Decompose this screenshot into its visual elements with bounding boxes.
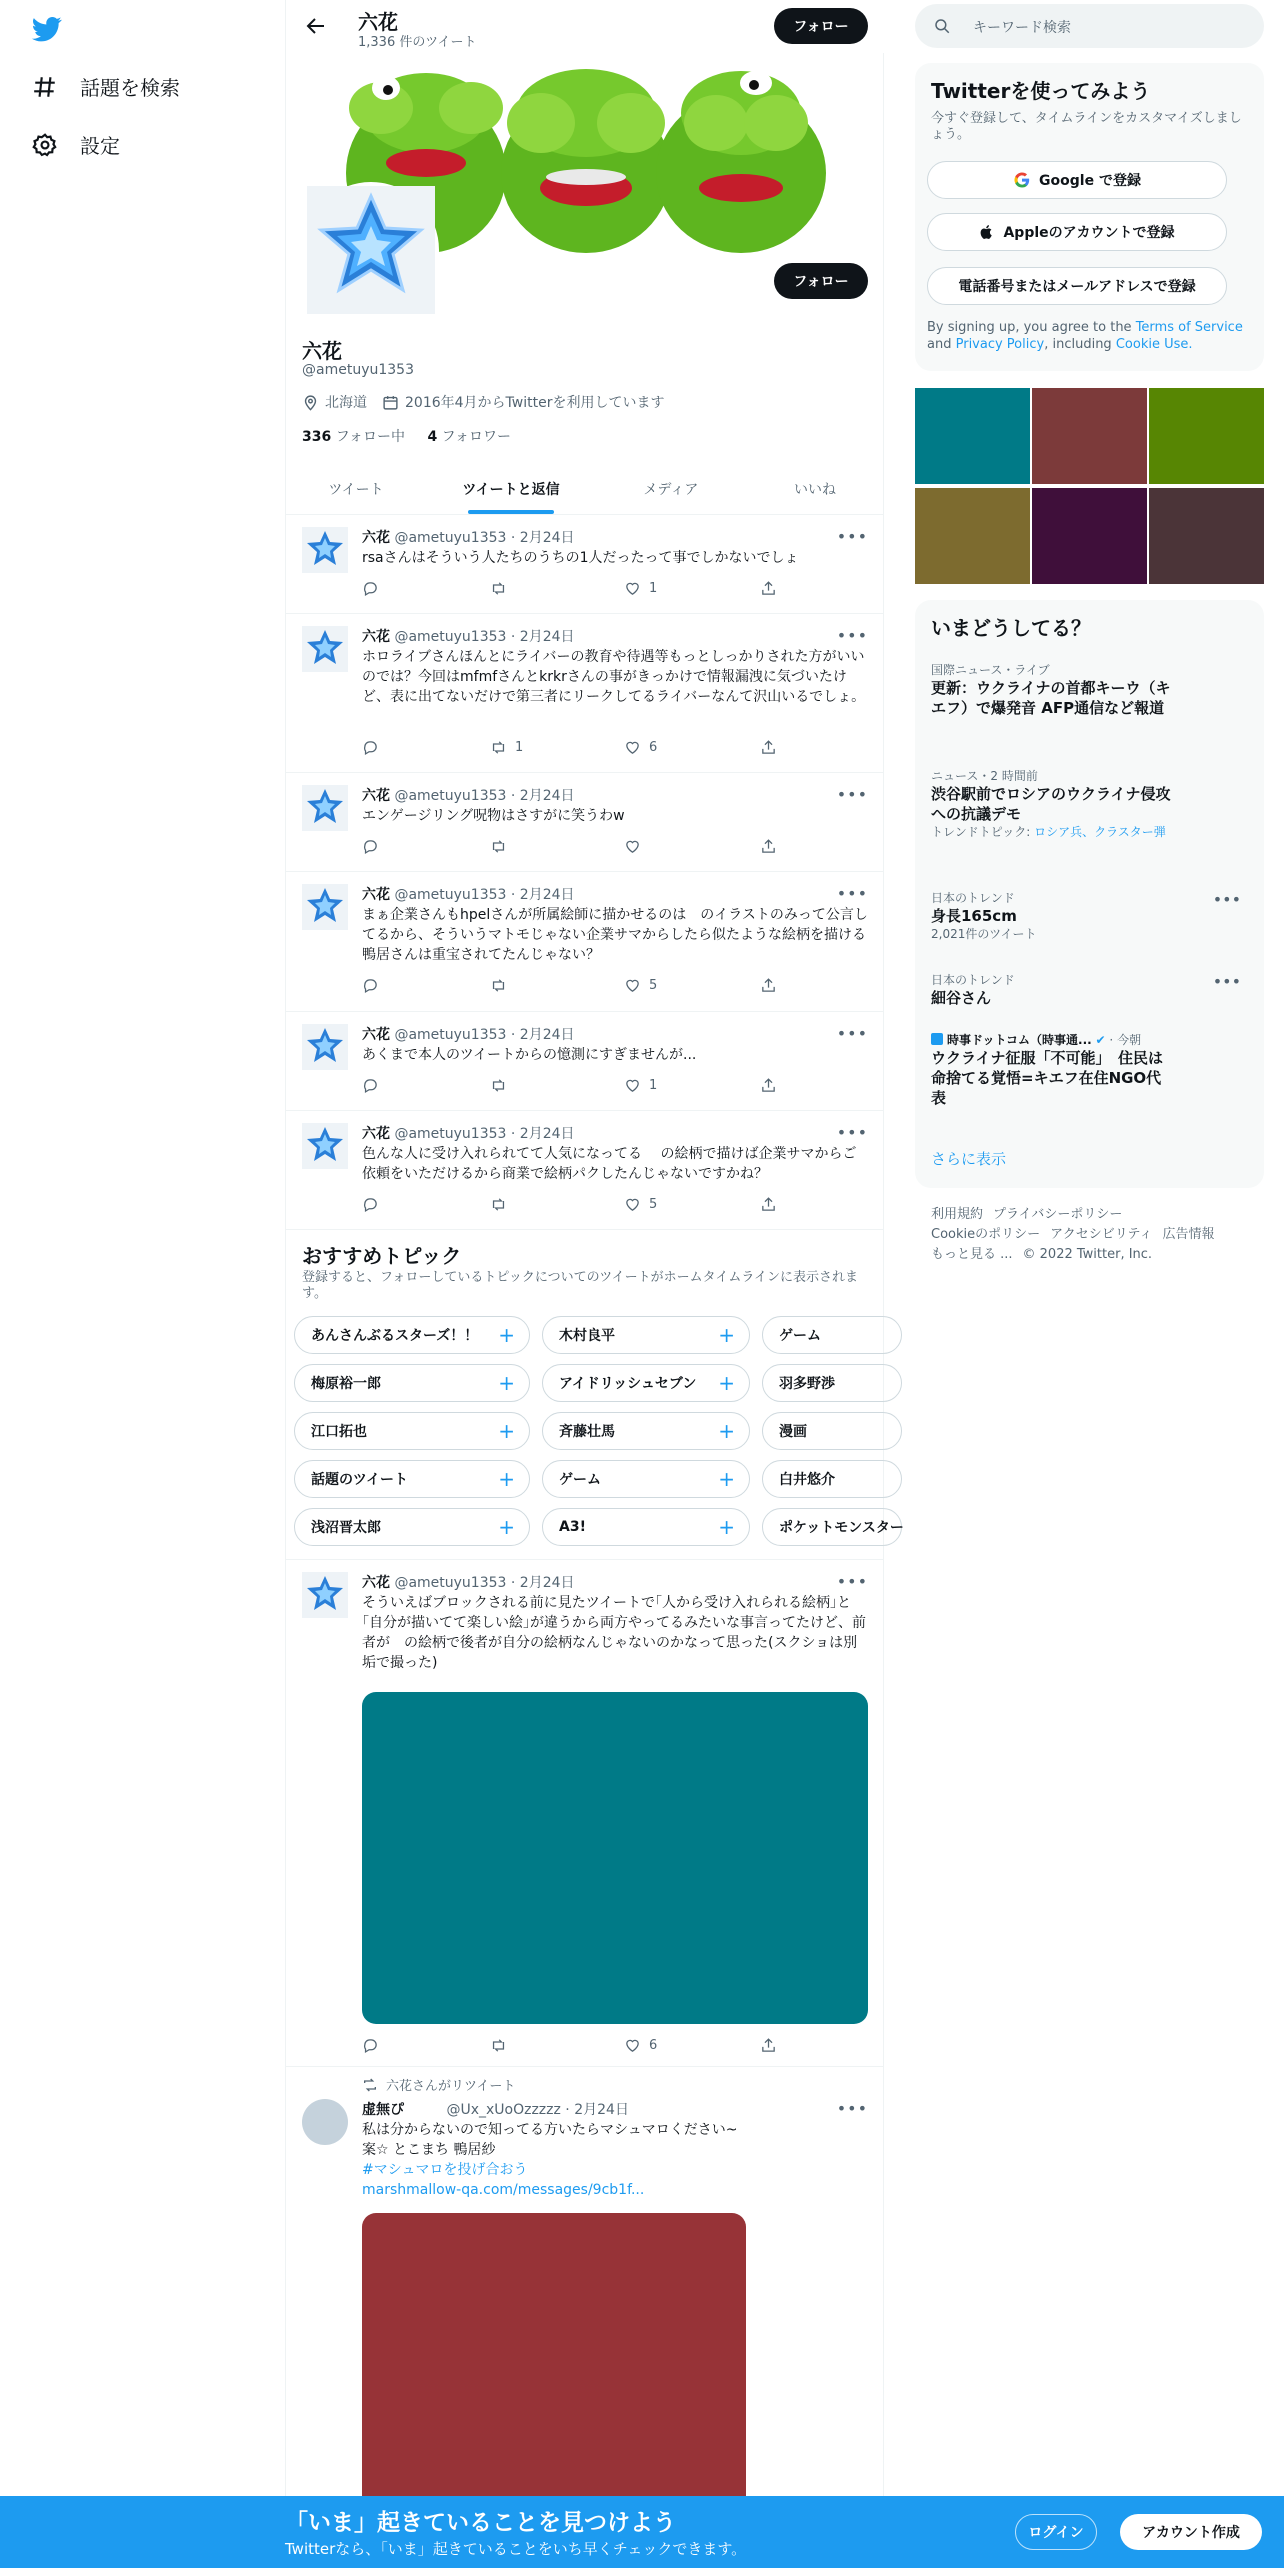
tweet-text: そういえばブロックされる前に見たツイートで｢人から受け入れられる絵柄｣と｢自分が描いてて楽しい絵｣が違うから両方やってるみたいな事言ってたけど、前者が の絵柄で後者が自分の絵柄なんじゃないのかなって思った(スクショは別垢で撮った) (362, 1595, 866, 1671)
tweet-text: まぁ企業さんもhpelさんが所属絵師に描かせるのは のイラストのみって公言してるから、そういうマトモじゃない企業サマからしたら似たような絵柄を描ける鴨居さんは重宝されてたんじゃない？ (362, 907, 868, 963)
topic-chip-label: 木村良平 (559, 1328, 615, 1344)
trend-meta: ニュース・2 時間前 (931, 769, 1038, 783)
tweet-avatar[interactable] (302, 785, 348, 831)
topics-title: おすすめトピック (302, 1244, 462, 1268)
more-options-icon[interactable]: ••• (836, 1024, 868, 1043)
topic-chip[interactable] (762, 1412, 902, 1450)
tweet-actions (362, 2037, 792, 2057)
cookie-link[interactable]: Cookie Use. (1115, 337, 1193, 352)
footer-link[interactable]: アクセシビリティ (1050, 1227, 1153, 1242)
share-icon (760, 1196, 777, 1213)
topic-chip-label: あんさんぶるスターズ！！ (311, 1328, 479, 1344)
legal-including: , including (1044, 337, 1112, 352)
nav-settings[interactable] (32, 130, 120, 159)
plus-icon[interactable]: + (718, 1467, 735, 1491)
retweet-label (362, 2075, 515, 2094)
retweet-url[interactable]: marshmallow-qa.com/messages/9cb1f... (362, 2182, 645, 2198)
footer-link: © 2022 Twitter, Inc. (1022, 1247, 1153, 1262)
apple-signup-button[interactable] (927, 213, 1227, 251)
tweet-author-name[interactable]: 六花 (362, 1126, 390, 1142)
plus-icon[interactable]: + (498, 1467, 515, 1491)
retweet-button[interactable] (490, 1196, 515, 1213)
tweet[interactable] (286, 872, 884, 1012)
retweet-meta: 虚無ぴ @Ux_xUoOzzzzz · 2月24日 (362, 2102, 629, 2118)
like-icon (624, 1077, 641, 1094)
tweet-author-handle[interactable]: @ametuyu1353 (394, 887, 507, 903)
gear-icon (32, 132, 58, 158)
retweet-icon (490, 1077, 507, 1094)
retweet-icon (362, 2077, 378, 2093)
tweet-author-handle[interactable]: @ametuyu1353 (394, 1126, 507, 1142)
like-button[interactable] (624, 739, 657, 756)
reply-icon (362, 580, 379, 597)
verified-badge-icon: ✔ (1095, 1033, 1106, 1047)
tweet-text: ホロライブさんほんとにライバーの教育や待遇等もっとしっかりされた方がいいのでは？今回はmfmfさんとkrkrさんの事がきっかけで情報漏洩に気づいたけど、表に出てないだけで第三者にリークしてるライバーなんて沢山いるでしょ。 (362, 649, 866, 705)
terms-link[interactable]: Terms of Service (1135, 320, 1243, 335)
tweet-actions (362, 1077, 792, 1097)
trend-item[interactable] (931, 890, 1241, 942)
plus-icon[interactable]: + (498, 1515, 515, 1539)
tweet-date[interactable]: 2月24日 (519, 887, 575, 903)
trend-title: 渋谷駅前でロシアのウクライナ侵攻への抗議デモ (931, 785, 1171, 823)
hash-icon (32, 74, 58, 100)
retweeted-tweet[interactable] (286, 2067, 884, 2507)
reply-icon (362, 977, 379, 994)
apple-icon (979, 223, 995, 241)
topic-chip-label: 羽多野渉 (779, 1376, 835, 1392)
tab-tweets-and-replies[interactable]: ツイートと返信 (462, 481, 560, 498)
profile-name: 六花 (302, 339, 342, 363)
share-icon (760, 1077, 777, 1094)
signup-legal-text (927, 319, 1247, 353)
like-button[interactable] (624, 1077, 657, 1094)
topic-chip-label: 斉藤壮馬 (559, 1424, 615, 1440)
phone-email-signup-button[interactable]: 電話番号またはメールアドレスで登録 (927, 267, 1227, 305)
reply-button[interactable] (362, 739, 379, 756)
like-button[interactable] (624, 838, 649, 855)
profile-handle: @ametuyu1353 (302, 362, 414, 378)
tweet-meta: 六花 @ametuyu1353 · 2月24日 (362, 1027, 575, 1043)
topic-chip-label: A3! (559, 1519, 586, 1535)
tweet-meta: 六花 @ametuyu1353 · 2月24日 (362, 629, 575, 645)
topic-chip-label: 白井悠介 (779, 1472, 835, 1488)
tweet-text: 色んな人に受け入れられてて人気になってる の絵柄で描けば企業サマからご依頼をいただけるから商業で絵柄パクしたんじゃないですかね？ (362, 1146, 857, 1182)
like-count: 6 (649, 740, 658, 755)
share-button[interactable] (760, 838, 777, 855)
like-count: 1 (649, 581, 658, 596)
like-icon (624, 2037, 641, 2054)
tweet-meta: 六花 @ametuyu1353 · 2月24日 (362, 788, 575, 804)
tweet-author-handle[interactable]: @ametuyu1353 (394, 530, 507, 546)
retweet-icon (490, 580, 507, 597)
following-link[interactable] (302, 429, 405, 445)
tweet[interactable] (286, 1111, 884, 1230)
topic-chip-label: ゲーム (779, 1328, 821, 1344)
topic-chip[interactable] (762, 1460, 902, 1498)
tweet[interactable] (286, 515, 884, 614)
star-gem-avatar-icon (302, 527, 348, 573)
like-button[interactable] (624, 580, 657, 597)
footer-link[interactable]: もっと見る ... (931, 1247, 1013, 1262)
tweet[interactable] (286, 1012, 884, 1111)
star-gem-avatar-icon (307, 186, 435, 314)
tweet-avatar[interactable] (302, 884, 348, 930)
plus-icon[interactable]: + (718, 1419, 735, 1443)
tweet-with-media[interactable] (286, 1560, 884, 2067)
like-button[interactable] (624, 977, 657, 994)
trend-item[interactable] (931, 768, 1241, 840)
footer-links (931, 1205, 1261, 1265)
trend-item[interactable] (931, 1032, 1241, 1108)
search-box[interactable] (915, 4, 1264, 48)
media-thumbnail[interactable] (1149, 488, 1264, 584)
followers-label: フォロワー (441, 429, 511, 445)
tweet-date[interactable]: 2月24日 (519, 1027, 575, 1043)
retweet-button[interactable] (490, 580, 515, 597)
tweet-date[interactable]: 2月24日 (519, 1126, 575, 1142)
reply-icon (362, 1196, 379, 1213)
topic-chip-label: 漫画 (779, 1424, 807, 1440)
share-icon (760, 580, 777, 597)
share-button[interactable] (760, 739, 777, 756)
plus-icon[interactable]: + (498, 1419, 515, 1443)
retweet-date[interactable]: 2月24日 (574, 2102, 629, 2118)
media-thumbnail[interactable] (915, 388, 1030, 484)
trend-item[interactable] (931, 662, 1241, 718)
topic-chip[interactable] (762, 1508, 902, 1546)
reply-icon (362, 838, 379, 855)
back-arrow-icon[interactable] (304, 14, 328, 38)
tweet-author-handle[interactable]: @ametuyu1353 (394, 1575, 507, 1591)
retweet-author-avatar[interactable] (302, 2099, 348, 2145)
legal-and: and (927, 337, 952, 352)
tweet-author-handle[interactable]: @ametuyu1353 (394, 788, 507, 804)
more-options-icon[interactable]: ••• (836, 527, 868, 546)
tweet-date[interactable]: 2月24日 (519, 1575, 575, 1591)
tweet-actions (362, 838, 792, 858)
like-count: 6 (649, 2038, 658, 2053)
tweet-author-name[interactable]: 六花 (362, 1027, 390, 1043)
plus-icon[interactable]: + (498, 1371, 515, 1395)
retweet-icon (490, 739, 507, 756)
tweet[interactable] (286, 773, 884, 872)
retweet-icon (490, 1196, 507, 1213)
share-button[interactable] (760, 1196, 777, 1213)
profile-follow-counts (302, 426, 511, 446)
topic-chip[interactable] (294, 1364, 530, 1402)
google-icon (1013, 171, 1031, 189)
retweet-media-image[interactable] (362, 2213, 746, 2513)
retweet-button[interactable] (490, 838, 515, 855)
topic-chip-label: 梅原裕一郎 (311, 1376, 381, 1392)
retweet-icon (490, 977, 507, 994)
retweet-label-text: 六花さんがリツイート (386, 2079, 516, 2094)
profile-header-bar (286, 0, 884, 53)
retweet-count: 1 (515, 740, 524, 755)
trend-meta: 国際ニュース・ライブ (931, 663, 1050, 677)
trends-show-more-link[interactable]: さらに表示 (931, 1150, 1007, 1168)
topic-chip[interactable] (542, 1508, 750, 1546)
more-options-icon[interactable]: ••• (836, 1123, 868, 1142)
share-button[interactable] (760, 580, 777, 597)
signup-title: Twitterを使ってみよう (931, 79, 1151, 103)
media-thumbnail[interactable] (1032, 388, 1147, 484)
tweet-avatar[interactable] (302, 1123, 348, 1169)
main-column (285, 0, 904, 2568)
tweet-author-name[interactable]: 六花 (362, 629, 390, 645)
header-tweet-count: 1,336 件のツイート (358, 35, 477, 50)
star-gem-avatar-icon (302, 884, 348, 930)
retweet-button[interactable] (490, 739, 523, 756)
reply-icon (362, 739, 379, 756)
tweet-date[interactable]: 2月24日 (519, 530, 575, 546)
media-thumbnail[interactable] (915, 488, 1030, 584)
tweet-text: エンゲージリング呪物はさすがに笑うわw (362, 808, 625, 824)
trend-sub: 2,021件のツイート (931, 927, 1037, 941)
share-button[interactable] (760, 977, 777, 994)
topic-chip[interactable] (542, 1316, 750, 1354)
topic-chip-label: ポケットモンスター (779, 1520, 904, 1536)
reply-button[interactable] (362, 838, 379, 855)
tweet-author-name[interactable]: 六花 (362, 530, 390, 546)
signup-card (915, 63, 1264, 371)
tweet-date[interactable]: 2月24日 (519, 788, 575, 804)
more-options-icon[interactable]: ••• (836, 1572, 868, 1591)
like-icon (624, 580, 641, 597)
trend-title: 細谷さん (931, 989, 992, 1007)
tweet-actions (362, 739, 792, 759)
google-signup-button[interactable] (927, 161, 1227, 199)
topic-chip[interactable] (762, 1316, 902, 1354)
share-icon (760, 2037, 777, 2054)
trend-title: 更新：ウクライナの首都キーウ（キエフ）で爆発音 AFP通信など報道 (931, 679, 1171, 717)
login-button[interactable]: ログイン (1015, 2514, 1097, 2550)
retweet-icon (490, 2037, 507, 2054)
star-gem-avatar-icon (302, 1024, 348, 1070)
tweet-avatar[interactable] (302, 527, 348, 573)
more-options-icon[interactable]: ••• (836, 884, 868, 903)
like-icon (624, 977, 641, 994)
nav-explore[interactable] (32, 72, 180, 101)
reply-icon (362, 2037, 379, 2054)
bottom-bar-title: 「いま」起きていることを見つけよう (285, 2510, 676, 2536)
followers-link[interactable] (427, 429, 511, 445)
tab-media[interactable]: メディア (643, 481, 699, 498)
retweet-button[interactable] (490, 1077, 515, 1094)
like-icon (624, 838, 641, 855)
trend-title: ウクライナ征服「不可能」 住民は命捨てる覚悟=キエフ在住NGO代表 (931, 1049, 1164, 1107)
media-thumbnail[interactable] (1149, 388, 1264, 484)
recommended-topics (286, 1230, 904, 1560)
tweet-actions (362, 580, 792, 600)
star-gem-avatar-icon (302, 1123, 348, 1169)
topic-chip[interactable] (294, 1412, 530, 1450)
retweet-text: 私は分からないので知ってる方いたらマシュマロください~ 案☆ とこまち 鴨居紗 (362, 2122, 738, 2158)
tweet-author-handle[interactable]: @ametuyu1353 (394, 1027, 507, 1043)
tweet-meta: 六花 @ametuyu1353 · 2月24日 (362, 1126, 575, 1142)
reply-icon (362, 1077, 379, 1094)
search-input[interactable]: キーワード検索 (973, 20, 1071, 36)
apple-signup-label: Appleのアカウントで登録 (1003, 225, 1175, 241)
retweet-hashtag[interactable]: #マシュマロを投げ合おう (362, 2162, 528, 2178)
profile-tabs (286, 462, 884, 515)
star-gem-avatar-icon (302, 785, 348, 831)
trends-card (915, 600, 1264, 1188)
footer-link[interactable]: 広告情報 (1162, 1227, 1215, 1242)
retweet-author-handle[interactable]: @Ux_xUoOzzzzz (446, 2102, 561, 2118)
like-count: 5 (649, 978, 658, 993)
tab-likes[interactable]: いいね (794, 481, 836, 498)
tweet-author-name[interactable]: 六花 (362, 788, 390, 804)
footer-link[interactable]: プライバシーポリシー (993, 1207, 1123, 1222)
footer-link[interactable]: Cookieのポリシー (931, 1227, 1041, 1242)
retweet-button[interactable] (490, 977, 515, 994)
topic-chip[interactable] (542, 1364, 750, 1402)
like-icon (624, 739, 641, 756)
profile-location-text: 北海道 (325, 395, 367, 411)
tab-tweets[interactable]: ツイート (328, 481, 384, 498)
tweet-avatar[interactable] (302, 1572, 348, 1618)
more-options-icon[interactable]: ••• (836, 785, 868, 804)
plus-icon[interactable]: + (718, 1515, 735, 1539)
like-icon (624, 1196, 641, 1213)
following-label: フォロー中 (335, 429, 405, 445)
footer-link[interactable]: 利用規約 (931, 1207, 984, 1222)
topics-subtitle: 登録すると、フォローしているトピックについてのツイートがホームタイムラインに表示されます。 (302, 1270, 859, 1301)
topic-chip[interactable] (542, 1412, 750, 1450)
reply-button[interactable] (362, 2037, 379, 2054)
topic-chip-label: ゲーム (559, 1472, 601, 1488)
tweet-date[interactable]: 2月24日 (519, 629, 575, 645)
tweet[interactable] (286, 614, 884, 773)
trends-title: いまどうしてる？ (931, 616, 1091, 640)
tweet-meta: 六花 @ametuyu1353 · 2月24日 (362, 887, 575, 903)
news-source-name: 時事ドットコム（時事通... (947, 1033, 1092, 1047)
tweet-author-name[interactable]: 六花 (362, 1575, 390, 1591)
like-button[interactable] (624, 1196, 657, 1213)
more-options-icon[interactable]: ••• (1212, 972, 1241, 991)
profile-joined (382, 392, 664, 412)
trend-sub-links[interactable]: ロシア兵、クラスター弾 (1034, 825, 1166, 839)
followers-count: 4 (427, 429, 438, 445)
plus-icon[interactable]: + (718, 1323, 735, 1347)
active-tab-indicator (468, 510, 554, 514)
signup-subtitle: 今すぐ登録して、タイムラインをカスタマイズしましょう。 (931, 111, 1242, 142)
calendar-icon (382, 394, 399, 411)
trend-meta: 日本のトレンド (931, 891, 1015, 905)
more-options-icon[interactable]: ••• (1212, 890, 1241, 909)
nav-settings-label: 設定 (80, 134, 120, 158)
plus-icon[interactable]: + (498, 1323, 515, 1347)
star-gem-avatar-icon (302, 626, 348, 672)
reply-button[interactable] (362, 1196, 379, 1213)
tweet-text: rsaさんはそういう人たちのうちの1人だったって事でしかないでしょ (362, 550, 799, 566)
twitter-logo-icon[interactable] (30, 14, 64, 44)
topic-chip[interactable] (294, 1508, 530, 1546)
tweet-actions (362, 1196, 792, 1216)
header-follow-button[interactable]: フォロー (774, 8, 868, 44)
like-count: 5 (649, 1197, 658, 1212)
more-options-icon[interactable]: ••• (836, 2099, 868, 2118)
bottom-bar-subtitle: Twitterなら、「いま」起きていることをいち早くチェックできます。 (285, 2540, 747, 2558)
share-icon (760, 977, 777, 994)
topic-chip-label: 江口拓也 (311, 1424, 367, 1440)
retweet-button[interactable] (490, 2037, 507, 2054)
media-thumbnail[interactable] (1032, 488, 1147, 584)
reply-button[interactable] (362, 580, 379, 597)
topic-chip-label: アイドリッシュセブン (559, 1376, 697, 1392)
tweet-avatar[interactable] (302, 626, 348, 672)
tweet-meta: 六花 @ametuyu1353 · 2月24日 (362, 1575, 575, 1591)
topic-chip-label: 話題のツイート (311, 1472, 409, 1488)
star-gem-avatar-icon (302, 1572, 348, 1618)
profile-joined-text: 2016年4月からTwitterを利用しています (405, 395, 665, 411)
more-options-icon[interactable]: ••• (836, 626, 868, 645)
tweet-actions (362, 977, 792, 997)
tweet-avatar[interactable] (302, 1024, 348, 1070)
retweet-icon (490, 838, 507, 855)
news-time: 今朝 (1117, 1033, 1142, 1047)
share-button[interactable] (760, 2037, 777, 2054)
reply-button[interactable] (362, 977, 379, 994)
trend-meta: 日本のトレンド (931, 973, 1015, 987)
media-grid (915, 388, 1264, 584)
news-source-logo-icon (931, 1033, 943, 1045)
tweet-author-handle[interactable]: @ametuyu1353 (394, 629, 507, 645)
trend-item[interactable] (931, 972, 1241, 1008)
topic-chip-label: 浅沼晋太郎 (311, 1520, 381, 1536)
following-count: 336 (302, 429, 332, 445)
tweet-meta: 六花 @ametuyu1353 · 2月24日 (362, 530, 575, 546)
bottom-signup-bar (0, 2496, 1284, 2568)
legal-prefix: By signing up, you agree to the (927, 320, 1132, 335)
topic-chip[interactable] (542, 1460, 750, 1498)
plus-icon[interactable]: + (718, 1371, 735, 1395)
like-count: 1 (649, 1078, 658, 1093)
topic-chip[interactable] (294, 1316, 530, 1354)
tweet-text: あくまで本人のツイートからの憶測にすぎませんが... (362, 1047, 697, 1063)
profile-location (302, 392, 367, 412)
reply-button[interactable] (362, 1077, 379, 1094)
signup-button[interactable]: アカウント作成 (1120, 2514, 1262, 2550)
frog-middle (501, 69, 671, 253)
trend-sub (931, 824, 1171, 840)
share-button[interactable] (760, 1077, 777, 1094)
trend-meta: 時事ドットコム（時事通... ✔ · 今朝 (931, 1032, 1241, 1048)
profile-avatar[interactable] (303, 182, 439, 318)
like-button[interactable] (624, 2037, 657, 2054)
share-icon (760, 739, 777, 756)
topic-chip[interactable] (762, 1364, 902, 1402)
tweet-media-image[interactable] (362, 1692, 868, 2024)
topic-chip[interactable] (294, 1460, 530, 1498)
tweet-author-name[interactable]: 六花 (362, 887, 390, 903)
share-icon (760, 838, 777, 855)
privacy-link[interactable]: Privacy Policy (955, 337, 1045, 352)
nav-explore-label: 話題を検索 (80, 76, 180, 100)
location-pin-icon (302, 394, 319, 411)
google-signup-label: Google で登録 (1039, 173, 1141, 189)
profile-follow-button[interactable]: フォロー (774, 263, 868, 299)
retweet-author-name[interactable]: 虚無ぴ (362, 2102, 404, 2118)
search-icon (933, 17, 951, 35)
trend-sub-prefix: トレンドトピック: (931, 825, 1035, 839)
trend-title: 身長165cm (931, 907, 1017, 925)
header-name: 六花 (358, 10, 398, 34)
